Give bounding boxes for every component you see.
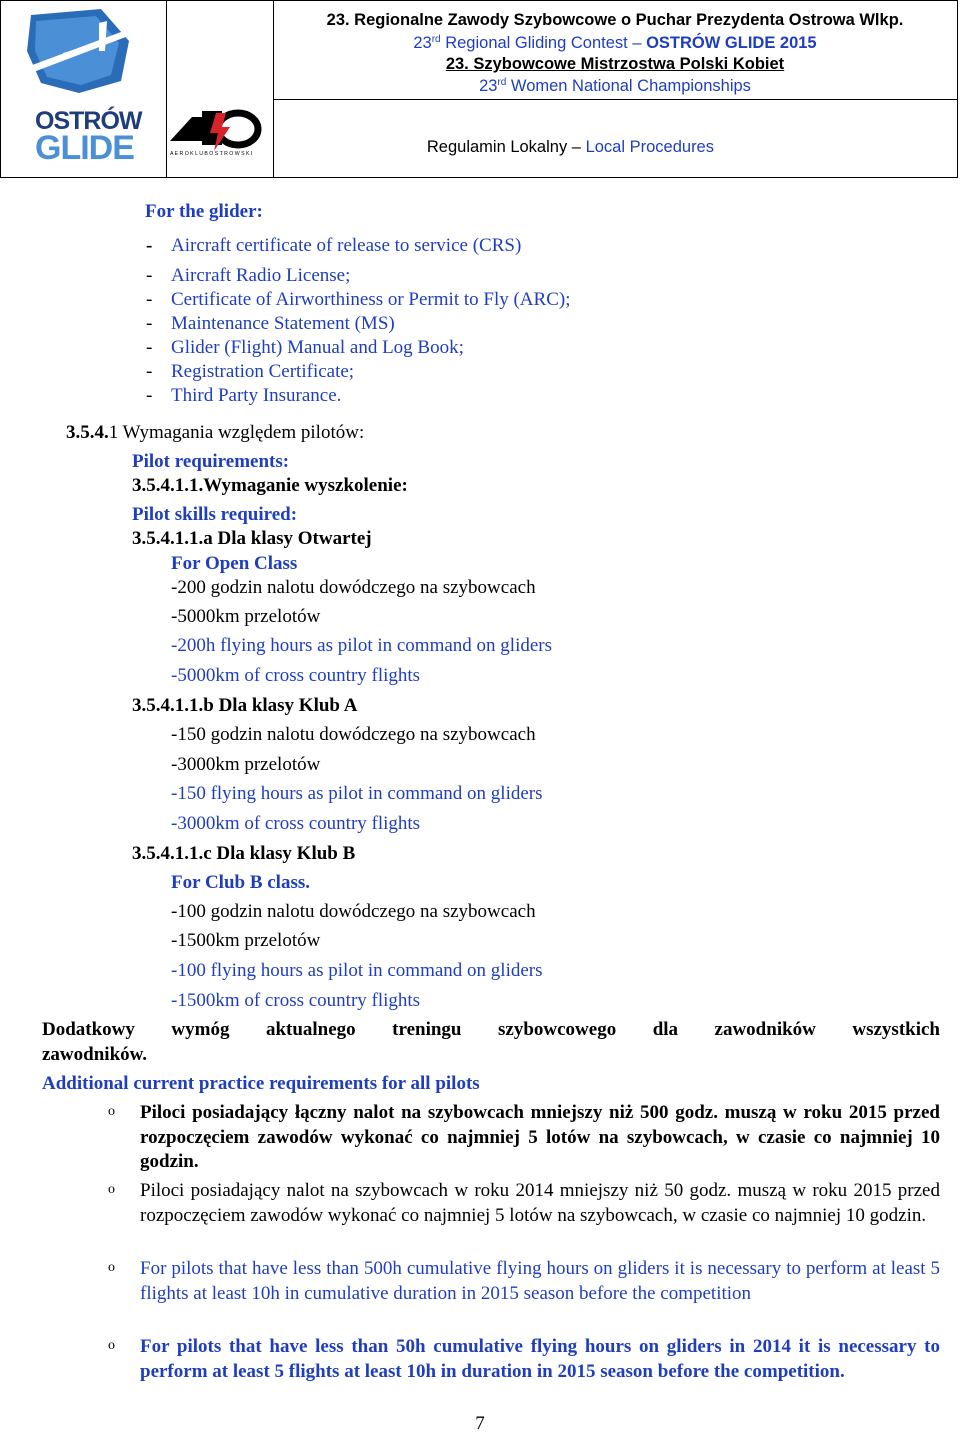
list-dash: - (146, 313, 153, 334)
list-dash: - (146, 289, 153, 310)
additional-en: Additional current practice requirements for all pilots (42, 1073, 480, 1094)
list-item: - (146, 235, 153, 256)
list-item: Piloci posiadający łączny nalot na szybowcach mniejszy niż 500 godz. muszą w roku 2015 przed rozpoczęciem zawodów wykonać co najmniej 5 lotów na szybowcach, w czasie co najmniej 10 godzin. (140, 1102, 940, 1172)
additional-pl-line-1: Dodatkowy wymóg aktualnego treningu szybowcowego dla zawodników wszystkich (42, 1019, 940, 1040)
page-header (0, 0, 958, 178)
title-line-1: 23. Regionalne Zawody Szybowcowe o Puchar Prezydenta Ostrowa Wlkp. (326, 11, 904, 29)
list-item: For pilots that have less than 50h cumulative flying hours on gliders in 2014 it is necessary to perform at least 5 flights at least 10h in duration in 2015 season before the competition. (140, 1336, 940, 1382)
club-b-en: For Club B class. (171, 872, 311, 893)
list-item-text: Certificate of Airworthiness or Permit to Fly (ARC); (171, 289, 571, 310)
club-a-en-2: -3000km of cross country flights (171, 813, 421, 834)
open-class-en-2: -5000km of cross country flights (171, 665, 421, 686)
list-dash: - (146, 265, 153, 286)
additional-pl-line-2: zawodników. (42, 1044, 148, 1065)
page-number: 7 (475, 1413, 485, 1434)
club-b-pl-1: -100 godzin nalotu dowódczego na szybowcach (171, 901, 536, 922)
logo-text-glide: GLIDE (35, 129, 134, 167)
club-a-title: 3.5.4.1.1.b Dla klasy Klub A (132, 695, 358, 716)
pilot-skills-en: Pilot skills required: (132, 504, 298, 525)
aeroklub-caption: A E R O K L U B O S T R O W S K I (170, 151, 253, 157)
bullet-circle-icon: o (108, 1338, 115, 1353)
list-item-text: Third Party Insurance. (171, 385, 342, 406)
aeroklub-logo (166, 1, 274, 177)
club-a-pl-2: -3000km przelotów (171, 754, 321, 775)
bullet-circle-icon: o (108, 1260, 115, 1275)
bullet-circle-icon: o (108, 1104, 115, 1119)
open-class-en-1: -200h flying hours as pilot in command on gliders (171, 635, 553, 656)
list-item-text: Registration Certificate; (171, 361, 355, 382)
bullet-circle-icon: o (108, 1182, 115, 1197)
list-dash: - (146, 337, 153, 358)
title-line-2: 23rd Regional Gliding Contest – OSTRÓW GLIDE 2015 (413, 34, 817, 52)
glider-heading: For the glider: (145, 201, 263, 222)
procedures-label: Regulamin Lokalny – Local Procedures (426, 138, 714, 156)
list-dash: - (146, 361, 153, 382)
list-item-text: Maintenance Statement (MS) (171, 313, 395, 334)
list-item: For pilots that have less than 500h cumulative flying hours on gliders it is necessary to perform at least 5 flights at least 10h in cumulative duration in 2015 season before the competition (140, 1258, 940, 1304)
header-title-box (273, 1, 957, 100)
section-3541: 3.5.4.1 Wymagania względem pilotów: (66, 422, 365, 443)
list-item-text: Aircraft Radio License; (171, 265, 351, 286)
club-b-en-2: -1500km of cross country flights (171, 990, 421, 1011)
open-class-pl-1: -200 godzin nalotu dowódczego na szybowcach (171, 577, 536, 598)
list-item-text: Aircraft certificate of release to service (CRS) (171, 235, 522, 256)
club-b-title: 3.5.4.1.1.c Dla klasy Klub B (132, 843, 356, 864)
logo-text-ostrow: OSTRÓW (35, 107, 142, 135)
list-item: Piloci posiadający nalot na szybowcach w roku 2014 mniejszy niż 50 godz. muszą w roku 2015 przed rozpoczęciem zawodów wykonać co najmniej 5 lotów na szybowcach, w czasie co najmniej 10 godzin. (140, 1180, 940, 1226)
pilot-requirements-en: Pilot requirements: (132, 451, 290, 472)
club-a-en-1: -150 flying hours as pilot in command on gliders (171, 783, 543, 804)
ostrow-glide-logo (1, 1, 167, 177)
club-a-pl-1: -150 godzin nalotu dowódczego na szybowcach (171, 724, 536, 745)
open-class-en: For Open Class (171, 553, 298, 574)
list-dash: - (146, 385, 153, 406)
open-class-title: 3.5.4.1.1.a Dla klasy Otwartej (132, 528, 372, 549)
list-item-text: Glider (Flight) Manual and Log Book; (171, 337, 464, 358)
open-class-pl-2: -5000km przelotów (171, 606, 321, 627)
club-b-en-1: -100 flying hours as pilot in command on gliders (171, 960, 543, 981)
title-line-3: 23. Szybowcowe Mistrzostwa Polski Kobiet (445, 55, 785, 73)
title-line-4: 23rd Women National Championships (479, 77, 751, 95)
club-b-pl-2: -1500km przelotów (171, 930, 321, 951)
section-35411: 3.5.4.1.1.Wymaganie wyszkolenie: (132, 475, 408, 496)
